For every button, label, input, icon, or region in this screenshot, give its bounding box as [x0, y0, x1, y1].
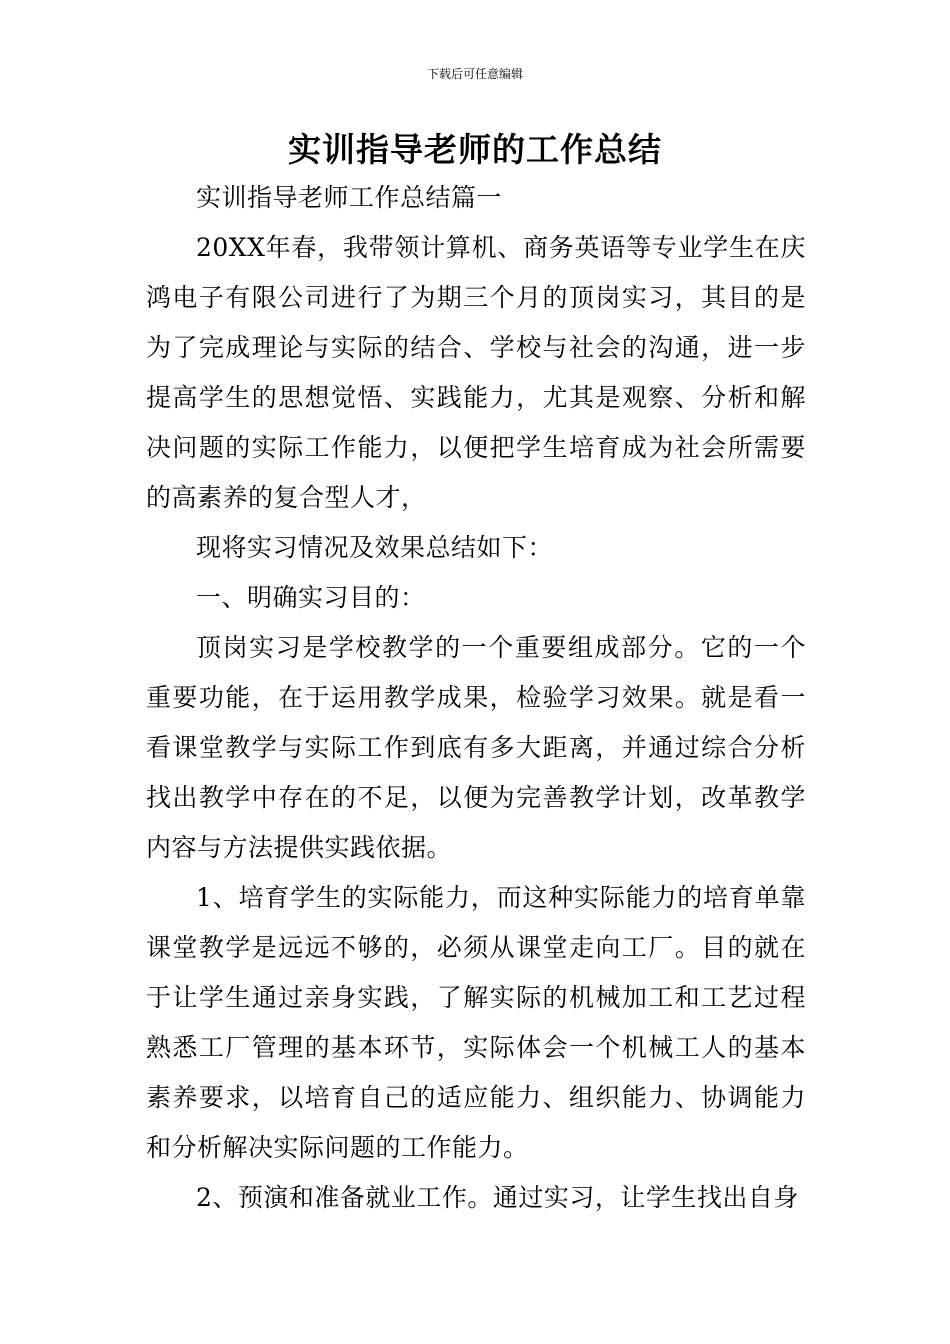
paragraph-heading-purpose: 一、明确实习目的： — [196, 583, 426, 612]
document-body — [146, 173, 806, 1223]
paragraph-summary-lead: 现将实习情况及效果总结如下： — [196, 533, 554, 562]
paragraph-intro: 20XX年春，我带领计算机、商务英语等专业学生在庆鸿电子有限公司进行了为期三个月的顶岗实习，其目的是为了完成理论与实际的结合、学校与社会的沟通，进一步提高学生的思想觉悟、实践能力，尤其是观察、分析和解决问题的实际工作能力，以便把学生培育成为社会所需要的高素养的复合型人才， — [146, 233, 806, 512]
paragraph-point-1: 1、培育学生的实际能力，而这种实际能力的培育单靠课堂教学是远远不够的，必须从课堂走向工厂。目的就在于让学生通过亲身实践，了解实际的机械加工和工艺过程熟悉工厂管理的基本环节，实际体会一个机械工人的基本素养要求，以培育自己的适应能力、组织能力、协调能力和分析解决实际问题的工作能力。 — [146, 883, 806, 1162]
paragraph-purpose: 顶岗实习是学校教学的一个重要组成部分。它的一个重要功能，在于运用教学成果，检验学习效果。就是看一看课堂教学与实际工作到底有多大距离，并通过综合分析找出教学中存在的不足，以便为完善教学计划，改革教学内容与方法提供实践依据。 — [146, 633, 806, 862]
paragraph-section-heading: 实训指导老师工作总结篇一 — [196, 183, 503, 212]
paragraph-point-2: 2、预演和准备就业工作。通过实习，让学生找出自身 — [196, 1183, 799, 1212]
header-note: 下载后可任意编辑 — [426, 67, 523, 81]
document-title: 实训指导老师的工作总结 — [288, 130, 662, 169]
